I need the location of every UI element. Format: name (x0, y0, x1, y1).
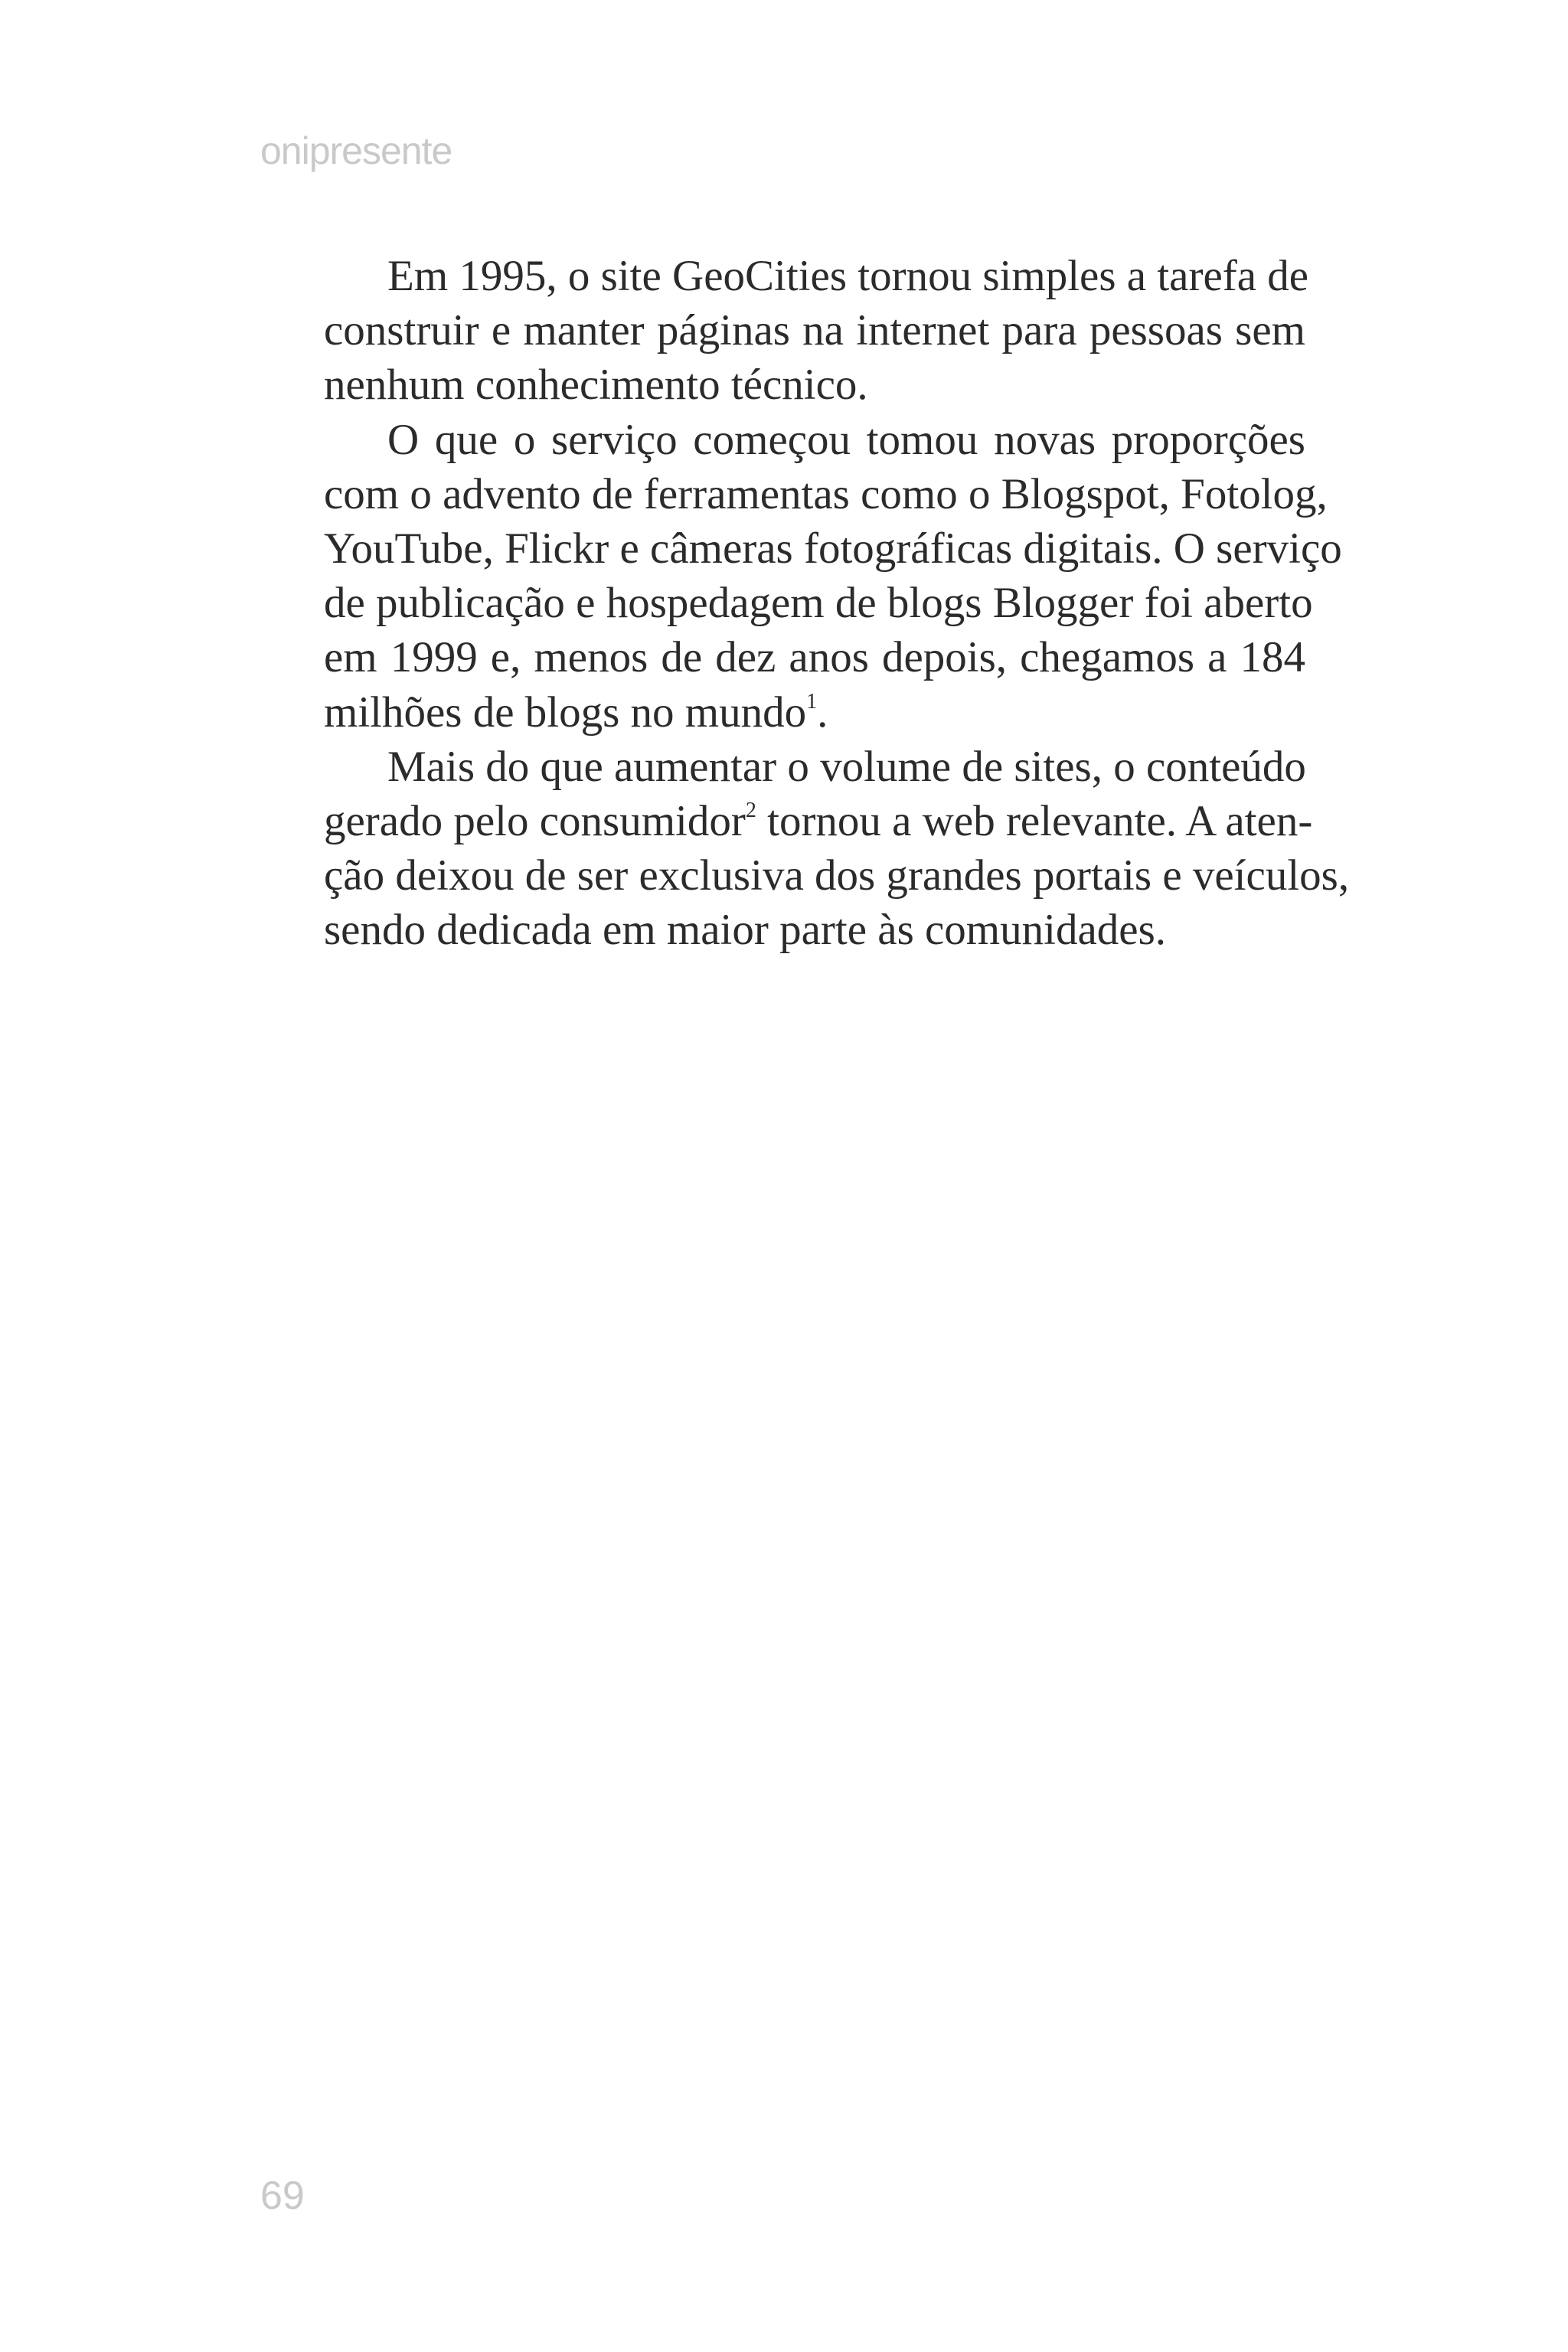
footnote-mark: 2 (745, 799, 756, 823)
text-line: de publicação e hospedagem de blogs Blogger foi aberto (324, 579, 1313, 628)
body-text (260, 249, 1350, 958)
text-line (260, 794, 1313, 848)
running-head: onipresente (260, 129, 452, 172)
text-line: nenhum conhecimento técnico. (324, 361, 868, 410)
text-fragment: . (817, 688, 828, 737)
text-line: sendo dedicada em maior parte às comunidades. (324, 906, 1167, 955)
paragraph-1 (260, 249, 1309, 413)
text-line: YouTube, Flickr e câmeras fotográficas digitais. O serviço (324, 524, 1342, 573)
text-fragment: tornou a web relevante. A aten- (756, 797, 1313, 846)
text-line: construir e manter páginas na internet para pessoas sem (324, 306, 1305, 355)
text-line: Mais do que aumentar o volume de sites, o conteúdo (387, 742, 1306, 791)
text-fragment: milhões de blogs no mundo (324, 688, 807, 737)
text-line: O que o serviço começou tomou novas proporções (387, 415, 1305, 464)
footnote-mark: 1 (806, 689, 818, 714)
text-line: em 1999 e, menos de dez anos depois, chegamos a 184 (324, 633, 1305, 682)
paragraph-3 (260, 740, 1350, 958)
text-line (260, 685, 1305, 740)
text-fragment: gerado pelo consumidor (324, 797, 746, 846)
paragraph-2 (260, 413, 1342, 740)
text-line: ção deixou de ser exclusiva dos grandes portais e veículos, (324, 851, 1350, 900)
text-line: Em 1995, o site GeoCities tornou simples a tarefa de (387, 252, 1309, 300)
text-line: com o advento de ferramentas como o Blogspot, Fotolog, (324, 469, 1328, 518)
page-number: 69 (260, 2174, 305, 2218)
